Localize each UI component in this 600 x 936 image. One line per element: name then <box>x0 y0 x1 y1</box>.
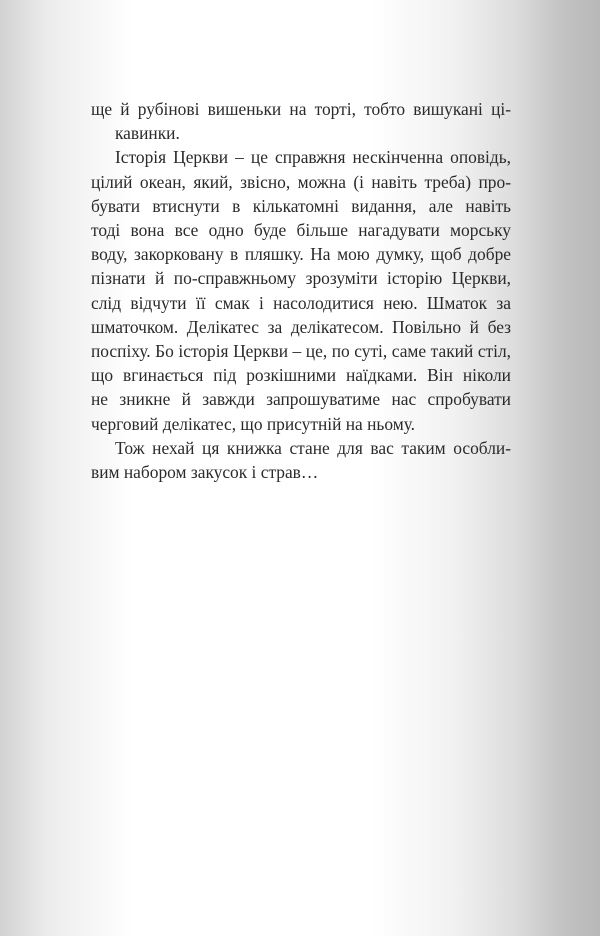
text-line: шматочком. Делікатес за делікатесом. Повільно й без <box>91 316 511 337</box>
text-line: що вгинається під розкішними наїдками. Він ніколи <box>91 365 511 386</box>
text-line: воду, закорковану в пляшку. На мою думку, щоб добре <box>91 244 511 265</box>
text-line: не зникне й завжди запрошуватиме нас спробувати <box>91 389 511 410</box>
text-line: Історія Церкви – це справжня нескінченна оповідь, <box>115 147 511 168</box>
text-line: кавинки. <box>115 123 180 144</box>
text-line: поспіху. Бо історія Церкви – це, по суті, саме такий стіл, <box>91 341 511 362</box>
text-line: Тож нехай ця книжка стане для вас таким особли- <box>115 437 511 458</box>
text-line: черговий делікатес, що присутній на ньому. <box>91 413 416 434</box>
text-line: бувати втиснути в кількатомні видання, але навіть <box>91 195 511 216</box>
text-line: ще й рубінові вишеньки на торті, тобто вишукані ці- <box>91 99 511 119</box>
text-line: вим набором закусок і страв… <box>91 462 319 483</box>
paragraph-3 <box>91 436 511 484</box>
text-line: цілий океан, який, звісно, можна (і навіть треба) про- <box>91 171 511 192</box>
text-line: тоді вона все одно буде більше нагадувати морську <box>91 220 511 241</box>
paragraph-1 <box>91 97 511 145</box>
text-line: пізнати й по-справжньому зрозуміти історію Церкви, <box>91 268 511 289</box>
text-line: слід відчути її смак і насолодитися нею. Шматок за <box>91 292 511 313</box>
body-text <box>91 97 511 484</box>
paragraph-2 <box>91 145 511 435</box>
